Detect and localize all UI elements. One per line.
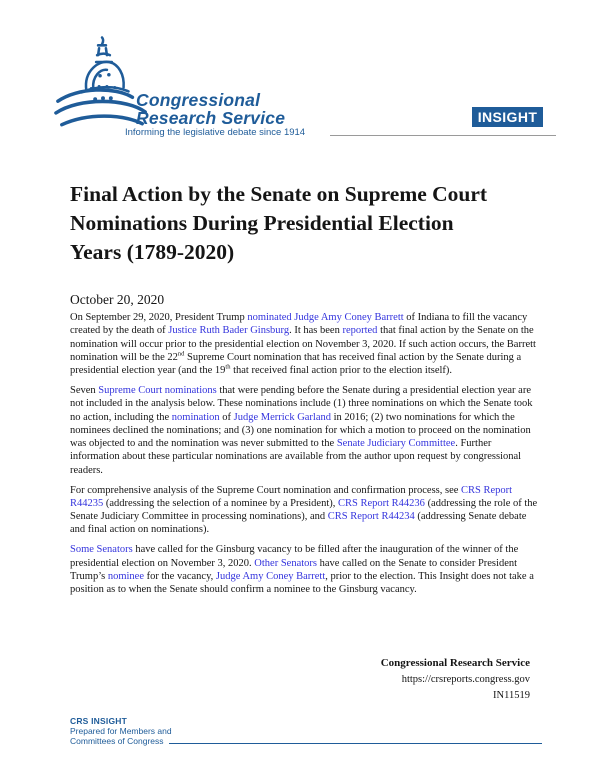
title-line-3: Years (1789-2020) [70,240,235,264]
crs-logo-wordmark [136,92,285,127]
text-run: Seven [70,384,99,396]
insight-badge: INSIGHT [472,107,543,127]
prepared-for-line-1: Prepared for Members and [70,726,172,736]
text-run: , prior to the election. This Insight does not take a position as to when the Senate should confirm a nominee to the Ginsburg vacancy. [70,570,534,596]
text-link[interactable]: Judge Merrick Garland [233,411,332,423]
text-link[interactable]: Other Senators [254,557,317,569]
footer-url-link[interactable]: https://crsreports.congress.gov [401,674,530,685]
logo-line-1: Congressional [136,90,261,110]
text-link[interactable]: CRS Report R44235 [70,484,513,509]
text-link[interactable]: Judge Amy Coney Barrett [215,570,326,582]
text-run: (addressing the role of the Senate Judiciary Committee in processing nominations), and [70,497,538,523]
text-run: that were pending before the Senate during a presidential election year are not included in the analysis below. These nominations include (1) three nominations on which the Senate took no action, including the [70,384,533,423]
footer [70,657,530,701]
text-link[interactable]: Some Senators [70,544,133,556]
text-run: have called for the Ginsburg vacancy to be filled after the inauguration of the winner of the presidential election on November 3, 2020. [70,544,519,569]
document-id: IN11519 [493,690,530,701]
footer-rule [169,743,542,744]
prepared-for-line-2: Committees of Congress [70,736,164,746]
text-run: On September 29, 2020, President Trump [70,312,248,323]
title-line-1: Final Action by the Senate on Supreme Court [70,182,488,206]
body-paragraphs [70,311,538,603]
text-link[interactable]: CRS Report R44234 [327,511,415,523]
text-run: (addressing the selection of a nominee by a President), [103,497,338,509]
text-link[interactable]: Supreme Court nominations [98,384,217,396]
text-run: of Indiana to fill the vacancy created by the death of [70,312,528,337]
text-run: in 2016; (2) two nominations for which the nominees declined the nominations; and (3) one nomination for which a motion to proceed on the nomination was objected to and the nomination was never submitted to the [70,411,531,450]
text-run: . It has been [289,325,343,337]
text-run: nd [177,350,185,358]
text-link[interactable]: Justice Ruth Bader Ginsburg [168,325,290,337]
paragraph [70,543,538,596]
text-run: have called on the Senate to consider President Trump’s [70,557,518,582]
header-rule [330,135,556,136]
text-link[interactable]: reported [342,325,378,337]
title-line-2: Nominations During Presidential Election [70,211,454,235]
text-run: th [225,363,231,371]
crs-insight-label: CRS INSIGHT [70,716,127,726]
text-link[interactable]: nomination [171,411,220,423]
logo-line-2: Research Service [136,107,286,128]
page-title [70,180,487,267]
footer-org-name: Congressional Research Service [380,657,530,669]
text-run: . Further information about these particular nominations are available from the author upon request by congressional readers. [70,438,522,476]
publication-date: October 20, 2020 [70,292,165,307]
text-run: Supreme Court nomination that has received final action by the Senate during a presidential election year (and the 19 [70,351,522,377]
text-link[interactable]: nominated Judge Amy Coney Barrett [247,312,404,323]
paragraph [70,384,538,477]
text-link[interactable]: Senate Judiciary Committee [336,438,456,450]
text-run: of [219,411,234,423]
text-run: for the vacancy, [144,570,216,582]
paragraph [70,311,538,377]
text-run: that final action by the Senate on the nomination will occur prior to the presidential election on November 3, 2020. If such action occurs, the Barrett nomination will be the 22 [70,325,536,363]
crs-insight-footer [70,716,542,746]
text-link[interactable]: nominee [107,570,144,582]
text-run: (addressing Senate debate and final action on nominations). [70,511,527,536]
text-run: For comprehensive analysis of the Supreme Court nomination and confirmation process, see [70,484,462,496]
paragraph [70,484,538,537]
logo-tagline: Informing the legislative debate since 1914 [125,127,306,138]
text-run: that received final action prior to the election itself). [230,365,453,377]
text-link[interactable]: CRS Report R44236 [338,497,425,509]
